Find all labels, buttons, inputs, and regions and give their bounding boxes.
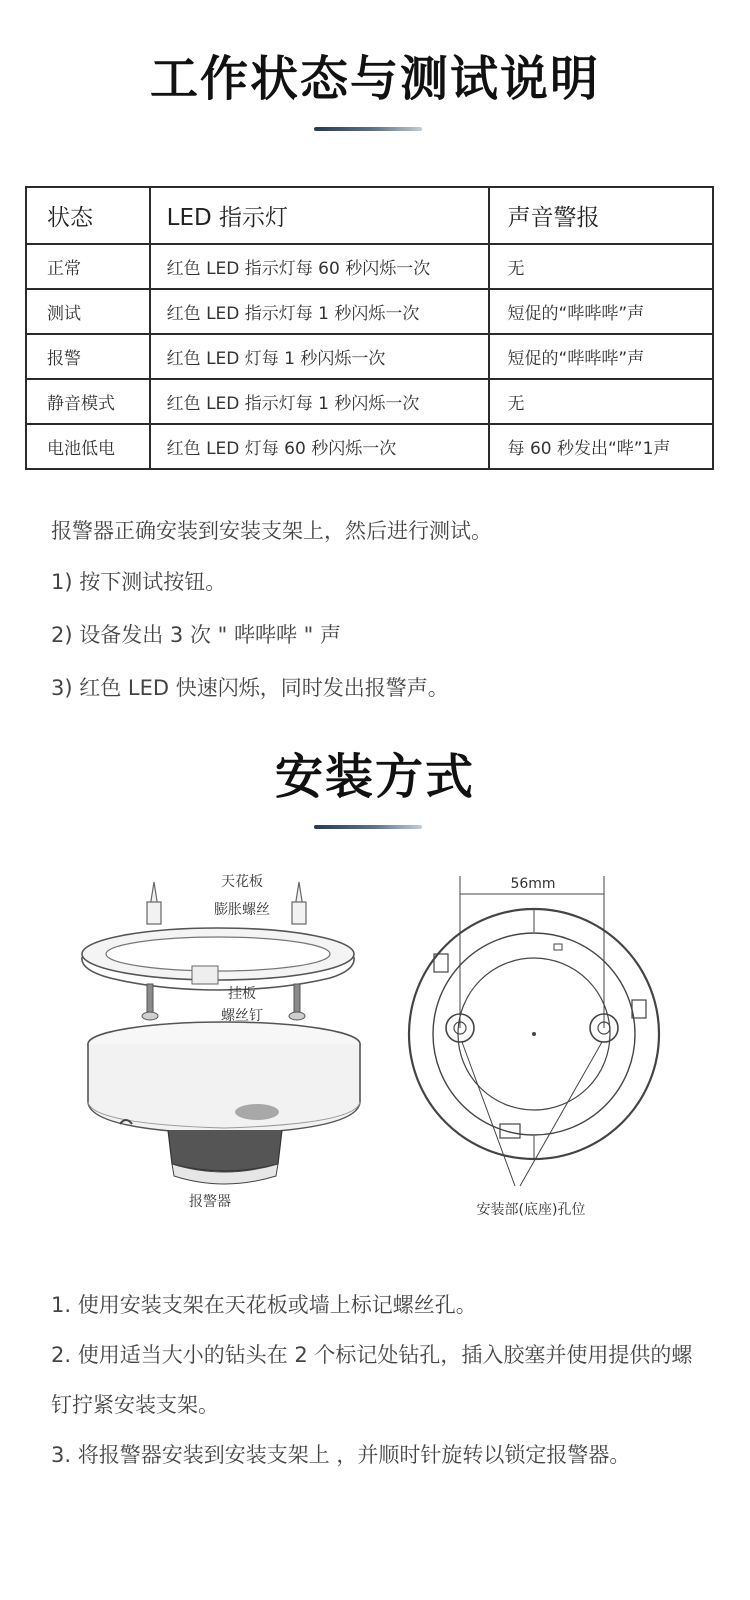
smoke-alarm-icon (88, 1022, 360, 1184)
table-row (26, 379, 713, 424)
cell-status: 电池低电 (26, 424, 150, 469)
ceiling-label: 天花板 (221, 874, 263, 890)
header-status: 状态 (26, 187, 150, 244)
dimension-label: 56mm (510, 876, 556, 892)
mount-plate-icon (82, 928, 354, 990)
status-table (25, 186, 714, 470)
alarm-label: 报警器 (189, 1194, 231, 1210)
test-step-3: 3) 红色 LED 快速闪烁，同时发出报警声。 (51, 676, 449, 700)
cell-status: 报警 (26, 334, 150, 379)
install-step-2: 2. 使用适当大小的钻头在 2 个标记处钻孔，插入胶塞并使用提供的螺钉拧紧安装支架。 (51, 1343, 693, 1417)
test-step-2: 2) 设备发出 3 次 " 哔哔哔 " 声 (51, 623, 341, 647)
cell-led: 红色 LED 指示灯每 1 秒闪烁一次 (150, 289, 489, 334)
screw-label: 螺丝钉 (221, 1008, 263, 1024)
mount-base-icon (409, 876, 659, 1186)
test-intro-text: 报警器正确安装到安装支架上，然后进行测试。 (51, 519, 492, 543)
expansion-screw-label: 膨胀螺丝 (214, 902, 270, 918)
header-led: LED 指示灯 (150, 187, 489, 244)
table-row (26, 424, 713, 469)
table-row (26, 334, 713, 379)
install-step-1: 1. 使用安装支架在天花板或墙上标记螺丝孔。 (51, 1293, 477, 1317)
table-row (26, 289, 713, 334)
cell-led: 红色 LED 灯每 1 秒闪烁一次 (150, 334, 489, 379)
header-sound: 声音警报 (489, 187, 713, 244)
cell-led: 红色 LED 灯每 60 秒闪烁一次 (150, 424, 489, 469)
cell-sound: 无 (489, 379, 713, 424)
title-divider (314, 825, 422, 829)
cell-status: 测试 (26, 289, 150, 334)
section-title-status: 工作状态与测试说明 (149, 51, 600, 107)
mount-plate-label: 挂板 (228, 986, 256, 1002)
install-step-3: 3. 将报警器安装到安装支架上 ，并顺时针旋转以锁定报警器。 (51, 1443, 631, 1467)
cell-status: 正常 (26, 244, 150, 289)
cell-sound: 短促的“哔哔哔”声 (489, 334, 713, 379)
title-divider (314, 127, 422, 131)
cell-status: 静音模式 (26, 379, 150, 424)
section-title-install: 安装方式 (274, 749, 475, 805)
cell-sound: 短促的“哔哔哔”声 (489, 289, 713, 334)
cell-sound: 每 60 秒发出“哔”1声 (489, 424, 713, 469)
test-step-1: 1) 按下测试按钮。 (51, 570, 227, 594)
installation-diagram (0, 862, 750, 1232)
mount-holes-label: 安装部(底座)孔位 (476, 1202, 586, 1218)
table-header-row (26, 187, 713, 244)
cell-led: 红色 LED 指示灯每 60 秒闪烁一次 (150, 244, 489, 289)
cell-led: 红色 LED 指示灯每 1 秒闪烁一次 (150, 379, 489, 424)
cell-sound: 无 (489, 244, 713, 289)
table-row (26, 244, 713, 289)
